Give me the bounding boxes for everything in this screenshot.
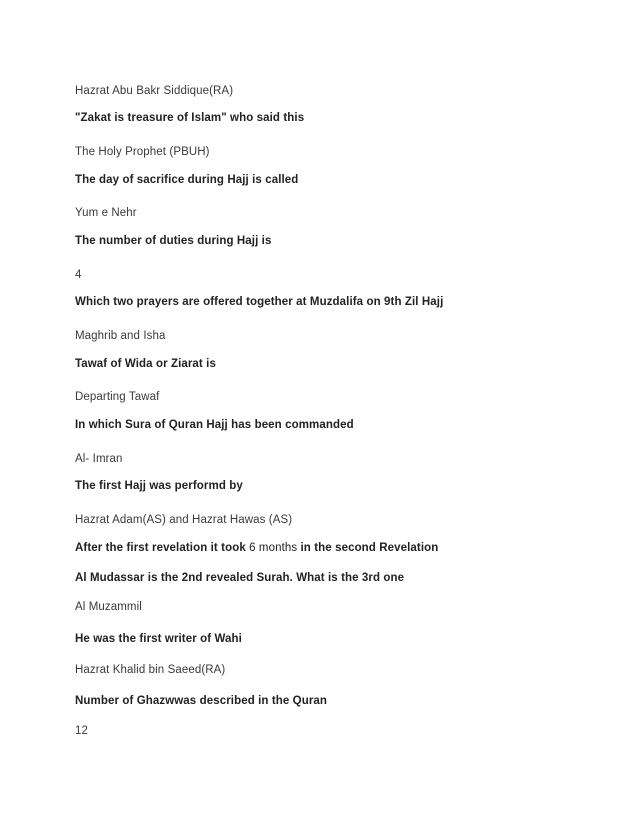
answer-line: Al Muzammil xyxy=(75,601,142,613)
question-line-mixed xyxy=(75,541,438,555)
question-line: Al Mudassar is the 2nd revealed Surah. What is the 3rd one xyxy=(75,572,405,584)
question-line: Which two prayers are offered together at Muzdalifa on 9th Zil Hajj xyxy=(75,296,444,308)
question-line: Tawaf of Wida or Ziarat is xyxy=(75,358,216,370)
answer-line: 4 xyxy=(75,269,82,281)
question-line: "Zakat is treasure of Islam" who said this xyxy=(75,112,305,124)
question-part: in the second Revelation xyxy=(300,542,439,554)
answer-line: Hazrat Abu Bakr Siddique(RA) xyxy=(75,85,234,97)
answer-line: Hazrat Khalid bin Saeed(RA) xyxy=(75,664,226,676)
answer-line: Yum e Nehr xyxy=(75,207,137,219)
question-line: The day of sacrifice during Hajj is called xyxy=(75,174,299,186)
answer-line: Hazrat Adam(AS) and Hazrat Hawas (AS) xyxy=(75,514,293,526)
question-line: He was the first writer of Wahi xyxy=(75,633,242,645)
question-line: In which Sura of Quran Hajj has been commanded xyxy=(75,419,354,431)
answer-line: The Holy Prophet (PBUH) xyxy=(75,146,210,158)
inline-answer: 6 months xyxy=(249,542,298,554)
question-line: Number of Ghazwwas described in the Quran xyxy=(75,695,328,707)
answer-line: 12 xyxy=(75,725,88,737)
question-line: The first Hajj was performd by xyxy=(75,480,243,492)
answer-line: Departing Tawaf xyxy=(75,391,160,403)
answer-line: Al- Imran xyxy=(75,453,123,465)
answer-line: Maghrib and Isha xyxy=(75,330,166,342)
question-line: The number of duties during Hajj is xyxy=(75,235,272,247)
question-part: After the first revelation it took xyxy=(75,542,246,554)
